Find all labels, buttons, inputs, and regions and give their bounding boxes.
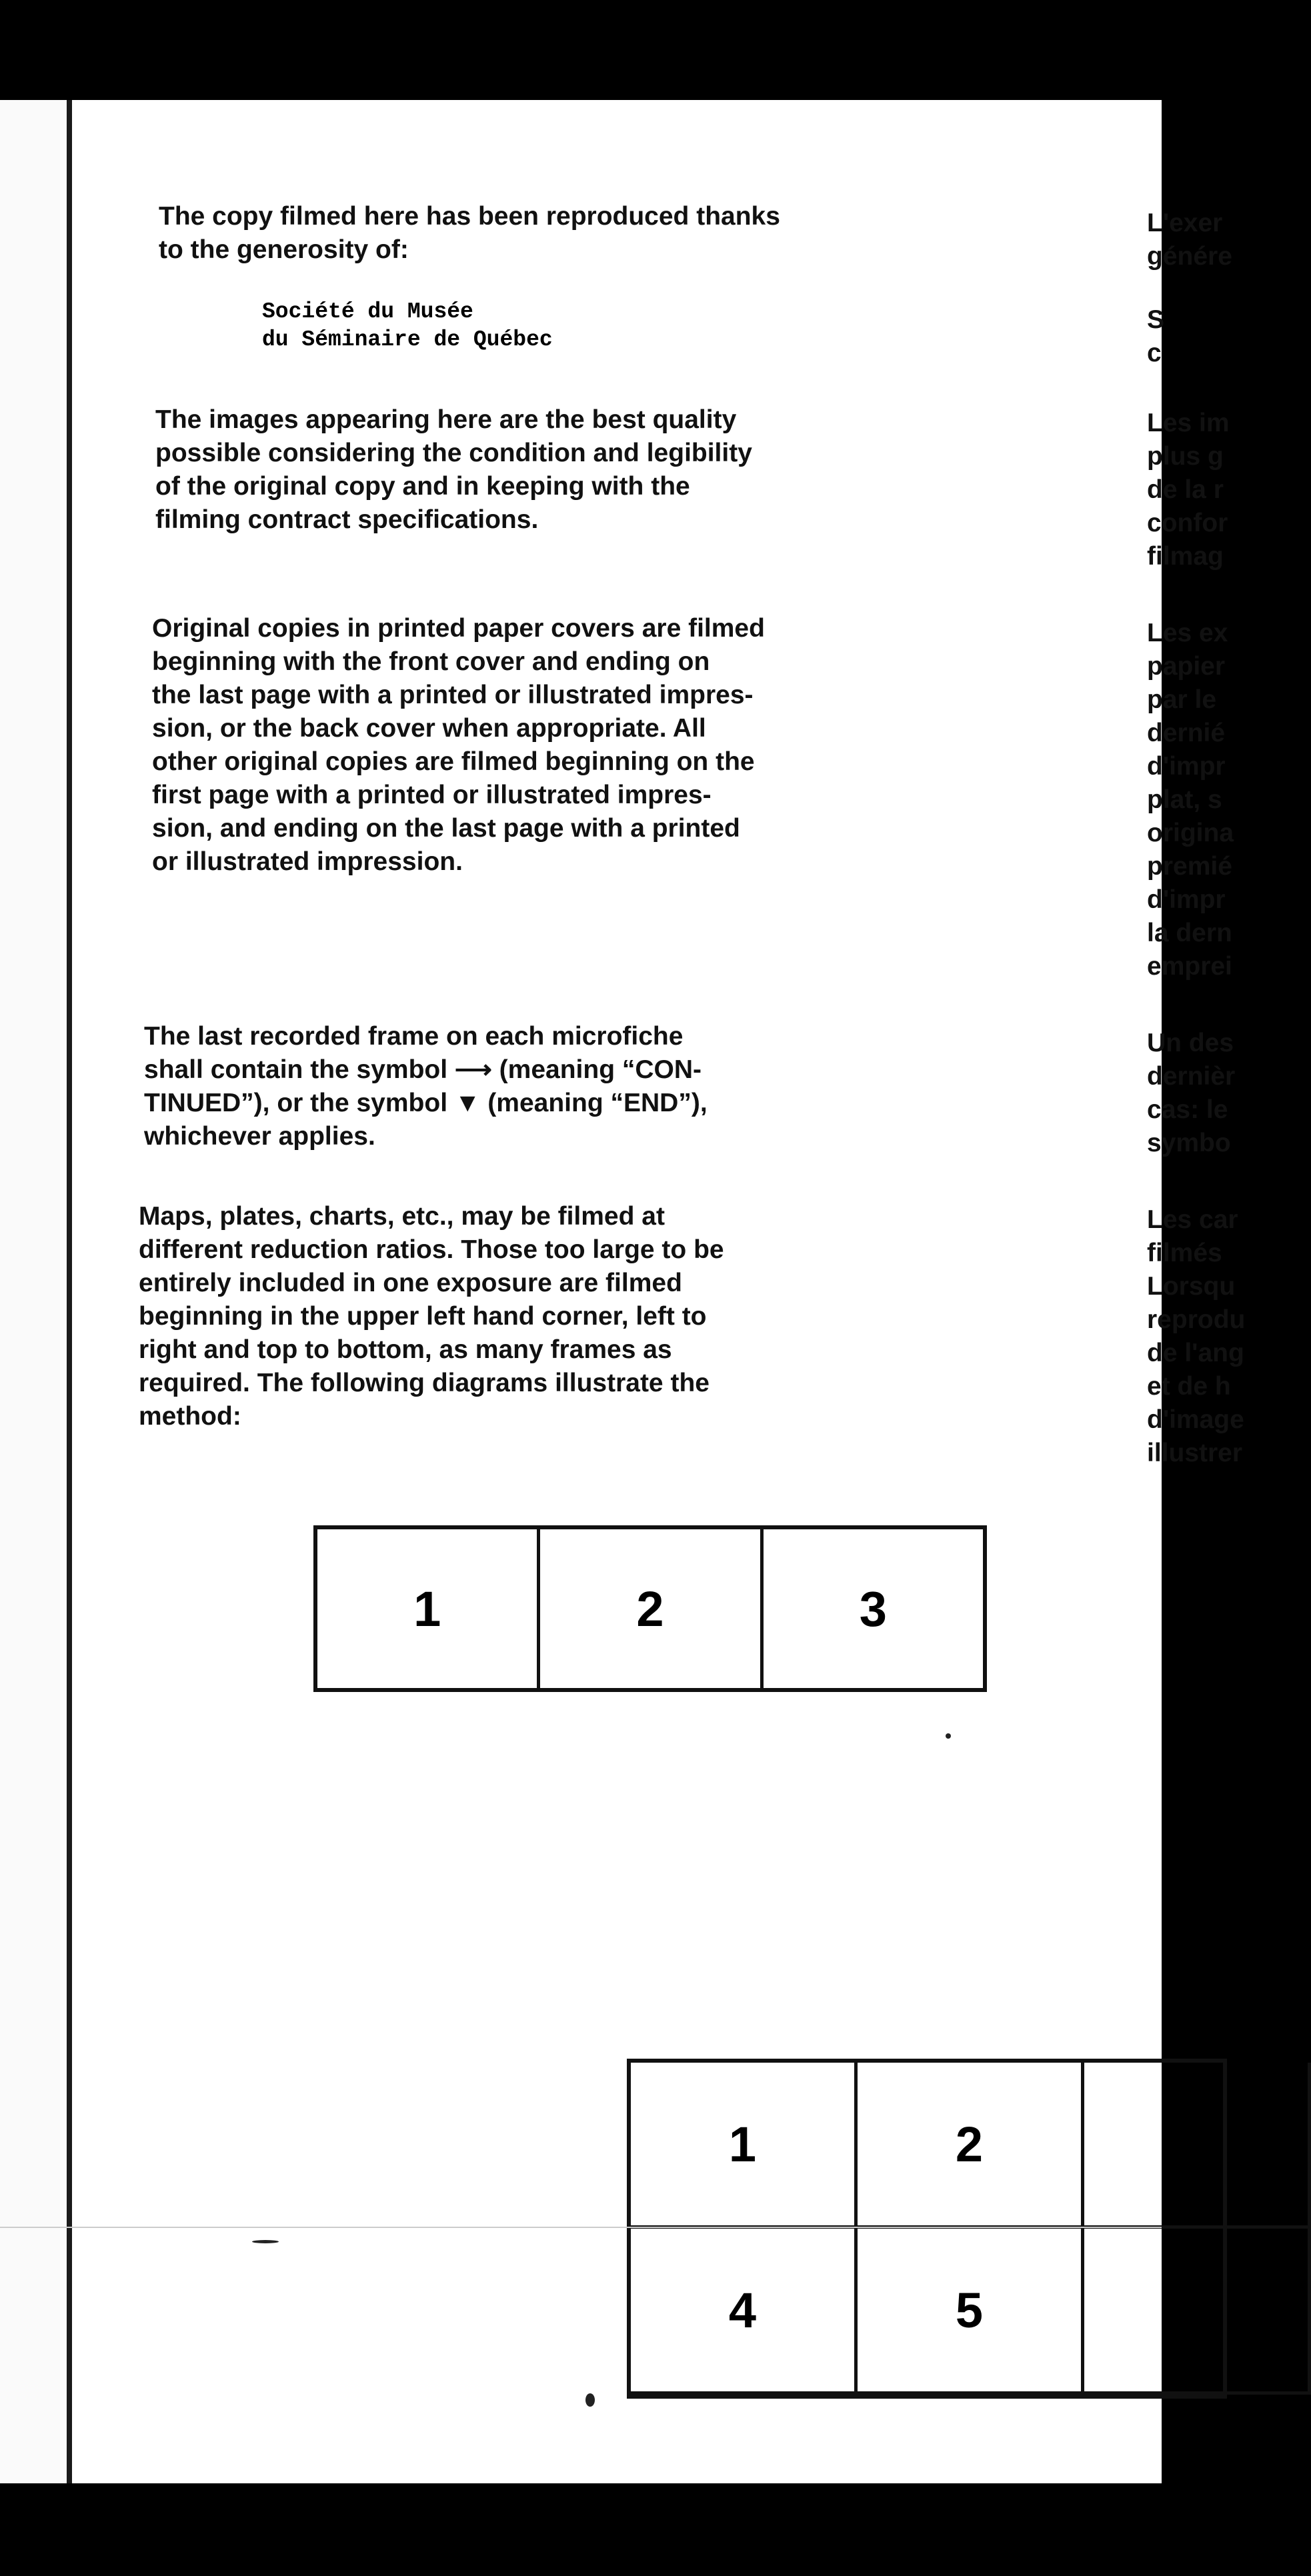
text-line: Un des: [1147, 1029, 1234, 1057]
text-line: beginning in the upper left hand corner, left to: [139, 1302, 707, 1331]
adjacent-page-edge: [0, 100, 72, 2483]
text-line: papier: [1147, 652, 1226, 681]
text-line: plus g: [1147, 442, 1224, 471]
scan-speck: [252, 2240, 279, 2243]
text-line: method:: [139, 1402, 241, 1431]
diagram-cell: 4: [631, 2229, 858, 2395]
text-line: the last page with a printed or illustrated impres-: [152, 681, 754, 709]
text-line: filmés: [1147, 1239, 1222, 1267]
text-line: de la r: [1147, 475, 1224, 504]
text-line: filming contract specifications.: [155, 505, 539, 534]
text-line: plat, s: [1147, 785, 1222, 814]
french-column-cropped: [1147, 207, 1240, 273]
text-line: d'image: [1147, 1405, 1244, 1434]
text-line: par le: [1147, 685, 1217, 714]
diagram-cell: 1: [317, 1529, 540, 1688]
text-line: required. The following diagrams illustrate the: [139, 1369, 710, 1397]
credit-line: Société du Musée: [262, 299, 473, 324]
text-line: of the original copy and in keeping with the: [155, 472, 690, 501]
french-column-cropped: [1147, 617, 1240, 983]
text-line: shall contain the symbol ⟶ (meaning “CON-: [144, 1055, 702, 1084]
diagram-cell: 3: [859, 1581, 887, 1637]
text-line: emprei: [1147, 952, 1232, 981]
french-column-cropped: [1147, 1027, 1240, 1160]
diagram-cell: [1084, 2063, 1311, 2229]
text-line: et de h: [1147, 1372, 1231, 1401]
text-line: other original copies are filmed beginning on the: [152, 747, 755, 776]
text-line: or illustrated impression.: [152, 847, 463, 876]
text-line: Les im: [1147, 409, 1230, 437]
text-line: filmag: [1147, 542, 1224, 571]
text-line: de l'ang: [1147, 1339, 1244, 1367]
document-page: [72, 100, 1246, 2483]
text-line: right and top to bottom, as many frames as: [139, 1335, 672, 1364]
text-line: cas: le: [1147, 1095, 1228, 1124]
text-line: S: [1147, 305, 1165, 334]
text-line: c: [1147, 339, 1162, 367]
text-line: origina: [1147, 819, 1234, 847]
french-column-cropped: [1147, 303, 1240, 370]
text-line: entirely included in one exposure are filmed: [139, 1269, 682, 1297]
text-line: confor: [1147, 509, 1228, 537]
french-column-cropped: [1147, 1203, 1246, 1470]
text-line: dernié: [1147, 719, 1226, 747]
diagram-cell: 2: [540, 1529, 763, 1688]
text-line: premié: [1147, 852, 1232, 881]
text-line: Maps, plates, charts, etc., may be filmed at: [139, 1202, 665, 1231]
text-line: Original copies in printed paper covers are filmed: [152, 614, 765, 643]
diagram-frame-grid: [627, 2059, 1227, 2399]
text-line: possible considering the condition and legibility: [155, 439, 752, 467]
text-line: sion, or the back cover when appropriate. All: [152, 714, 706, 743]
text-line: symbo: [1147, 1129, 1231, 1157]
text-line: génére: [1147, 242, 1232, 271]
text-line: Les ex: [1147, 619, 1228, 647]
text-line: TINUED”), or the symbol ▼ (meaning “END”),: [144, 1089, 708, 1117]
diagram-frame-row: [313, 1525, 987, 1692]
french-column-cropped: [1147, 407, 1240, 573]
text-line: The last recorded frame on each microfiche: [144, 1022, 684, 1051]
text-line: d'impr: [1147, 752, 1226, 781]
diagram-cell: 1: [631, 2063, 858, 2229]
text-line: The images appearing here are the best quality: [155, 405, 737, 434]
text-line: sion, and ending on the last page with a printed: [152, 814, 740, 843]
text-line: beginning with the front cover and ending on: [152, 647, 710, 676]
text-line: L'exer: [1147, 209, 1223, 237]
diagram-cell: 5: [858, 2229, 1084, 2395]
intro-line: The copy filmed here has been reproduced thanks: [159, 202, 780, 231]
text-line: Les car: [1147, 1205, 1238, 1234]
scan-top-border: [0, 0, 1162, 100]
text-line: Lorsqu: [1147, 1272, 1236, 1301]
credit-line: du Séminaire de Québec: [262, 327, 553, 352]
text-line: different reduction ratios. Those too large to be: [139, 1235, 724, 1264]
scan-bottom-border: [0, 2483, 1162, 2576]
diagram-cell: [1084, 2229, 1311, 2395]
text-line: illustrer: [1147, 1439, 1243, 1467]
text-line: whichever applies.: [144, 1122, 375, 1151]
intro-line: to the generosity of:: [159, 235, 409, 264]
text-line: dernièr: [1147, 1062, 1236, 1091]
scan-speck: [585, 2393, 595, 2407]
text-line: d'impr: [1147, 885, 1226, 914]
scan-speck: [946, 1733, 951, 1739]
diagram-cell: 2: [858, 2063, 1084, 2229]
text-line: first page with a printed or illustrated impres-: [152, 781, 712, 809]
text-line: la dern: [1147, 919, 1232, 947]
text-line: reprodu: [1147, 1305, 1246, 1334]
scan-line: [0, 2227, 1162, 2228]
